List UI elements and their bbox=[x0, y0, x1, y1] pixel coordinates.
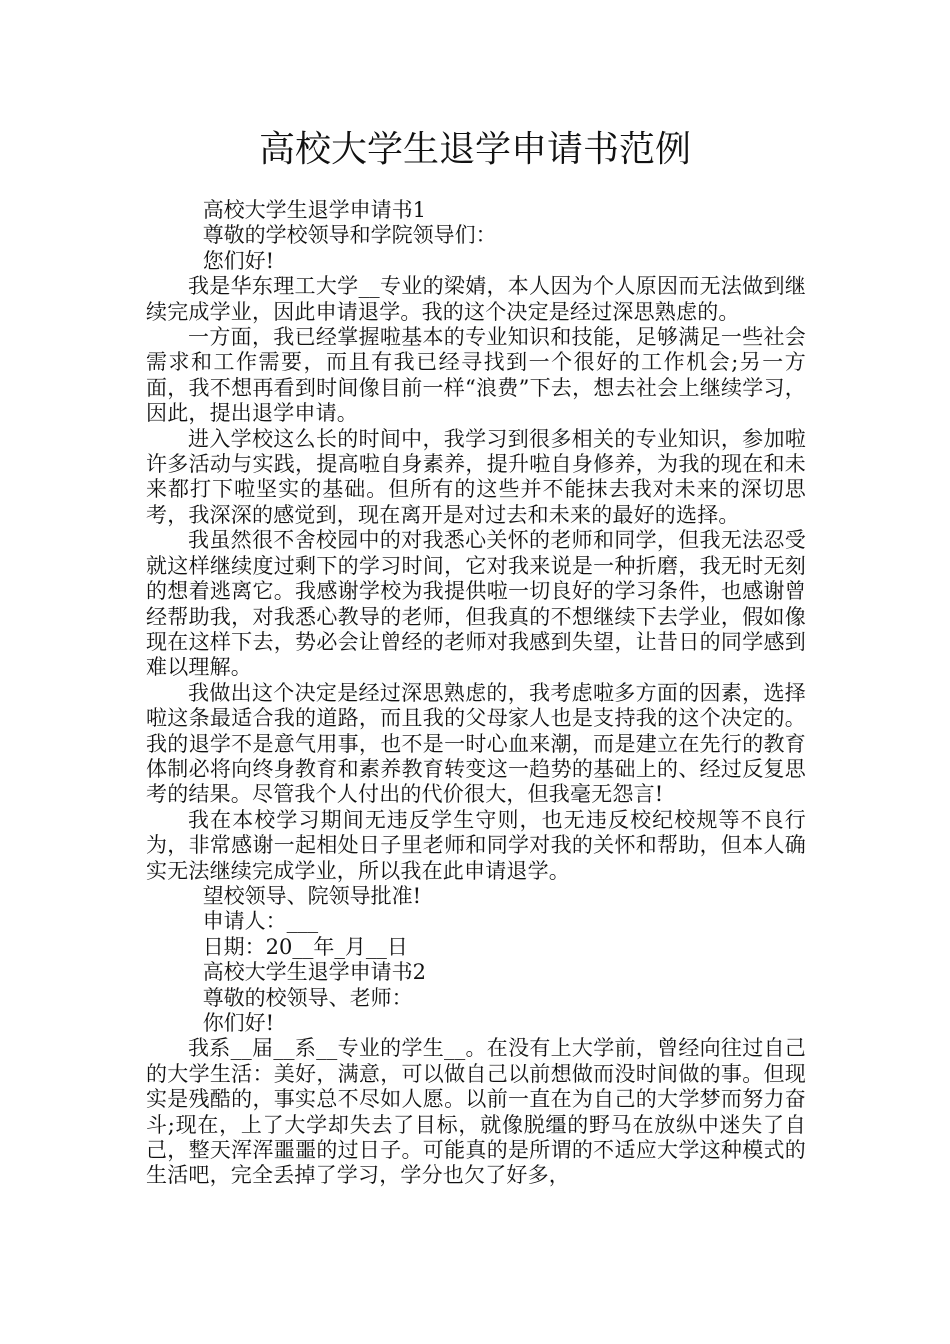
letter2-heading: 高校大学生退学申请书2 bbox=[202, 960, 427, 985]
letter2-greeting: 你们好! bbox=[202, 1011, 275, 1035]
letter2-salutation: 尊敬的校领导、老师： bbox=[202, 985, 413, 1010]
document-title: 高校大学生退学申请书范例 bbox=[258, 129, 691, 170]
document-body bbox=[146, 198, 806, 1189]
letter1-paragraph: 我做出这个决定是经过深思熟虑的，我考虑啦多方面的因素，选择啦这条最适合我的道路，而且我的父母家人也是支持我的这个决定的。我的退学不是意气用事，也不是一时心血来潮，而是建立在先行的教育体制必将向终身教育和素养教育转变这一趋势的基础上的、经过反复思考的结果。尽管我个人付出的代价很大，但我毫无怨言! bbox=[146, 680, 806, 807]
letter2-paragraph: 我系__届__系__专业的学生__。在没有上大学前，曾经向往过自己的大学生活：美好，满意，可以做自己以前想做而没时间做的事。但现实是残酷的，事实总不尽如人愿。以前一直在为自己的大学梦而努力奋斗;现在，上了大学却失去了目标，就像脱缰的野马在放纵中迷失了自己，整天浑浑噩噩的过日子。可能真的是所谓的不适应大学这种模式的生活吧，完全丢掉了学习，学分也欠了好多， bbox=[146, 1036, 806, 1188]
letter1-date: 日期：20__年_月__日 bbox=[202, 934, 408, 959]
letter1-closing: 望校领导、院领导批准! bbox=[202, 883, 422, 908]
letter1-heading: 高校大学生退学申请书1 bbox=[202, 198, 427, 222]
letter1-paragraph: 进入学校这么长的时间中，我学习到很多相关的专业知识，参加啦许多活动与实践，提高啦自身素养，提升啦自身修养，为我的现在和未来都打下啦坚实的基础。但所有的这些并不能抹去我对未来的深切思考，我深深的感觉到，现在离开是对过去和未来的最好的选择。 bbox=[146, 426, 806, 527]
letter1-paragraph: 我在本校学习期间无违反学生守则，也无违反校纪校规等不良行为，非常感谢一起相处日子里老师和同学对我的关怀和帮助，但本人确实无法继续完成学业，所以我在此申请退学。 bbox=[146, 807, 806, 883]
letter1-greeting: 您们好! bbox=[202, 248, 275, 273]
letter1-paragraph: 我是华东理工大学__专业的梁婧，本人因为个人原因而无法做到继续完成学业，因此申请退学。我的这个决定是经过深思熟虑的。 bbox=[146, 274, 806, 324]
letter1-applicant: 申请人：___ bbox=[202, 909, 319, 934]
letter1-paragraph: 我虽然很不舍校园中的对我悉心关怀的老师和同学，但我无法忍受就这样继续度过剩下的学习时间，它对我来说是一种折磨，我无时无刻的想着逃离它。我感谢学校为我提供啦一切良好的学习条件，也感谢曾经帮助我，对我悉心教导的老师，但我真的不想继续下去学业，假如像现在这样下去，势必会让曾经的老师对我感到失望，让昔日的同学感到难以理解。 bbox=[146, 528, 806, 680]
letter1-salutation: 尊敬的学校领导和学院领导们： bbox=[202, 223, 497, 248]
letter1-paragraph: 一方面，我已经掌握啦基本的专业知识和技能，足够满足一些社会需求和工作需要，而且有我已经寻找到一个很好的工作机会;另一方面，我不想再看到时间像目前一样“浪费”下去，想去社会上继续学习，因此，提出退学申请。 bbox=[146, 325, 806, 426]
